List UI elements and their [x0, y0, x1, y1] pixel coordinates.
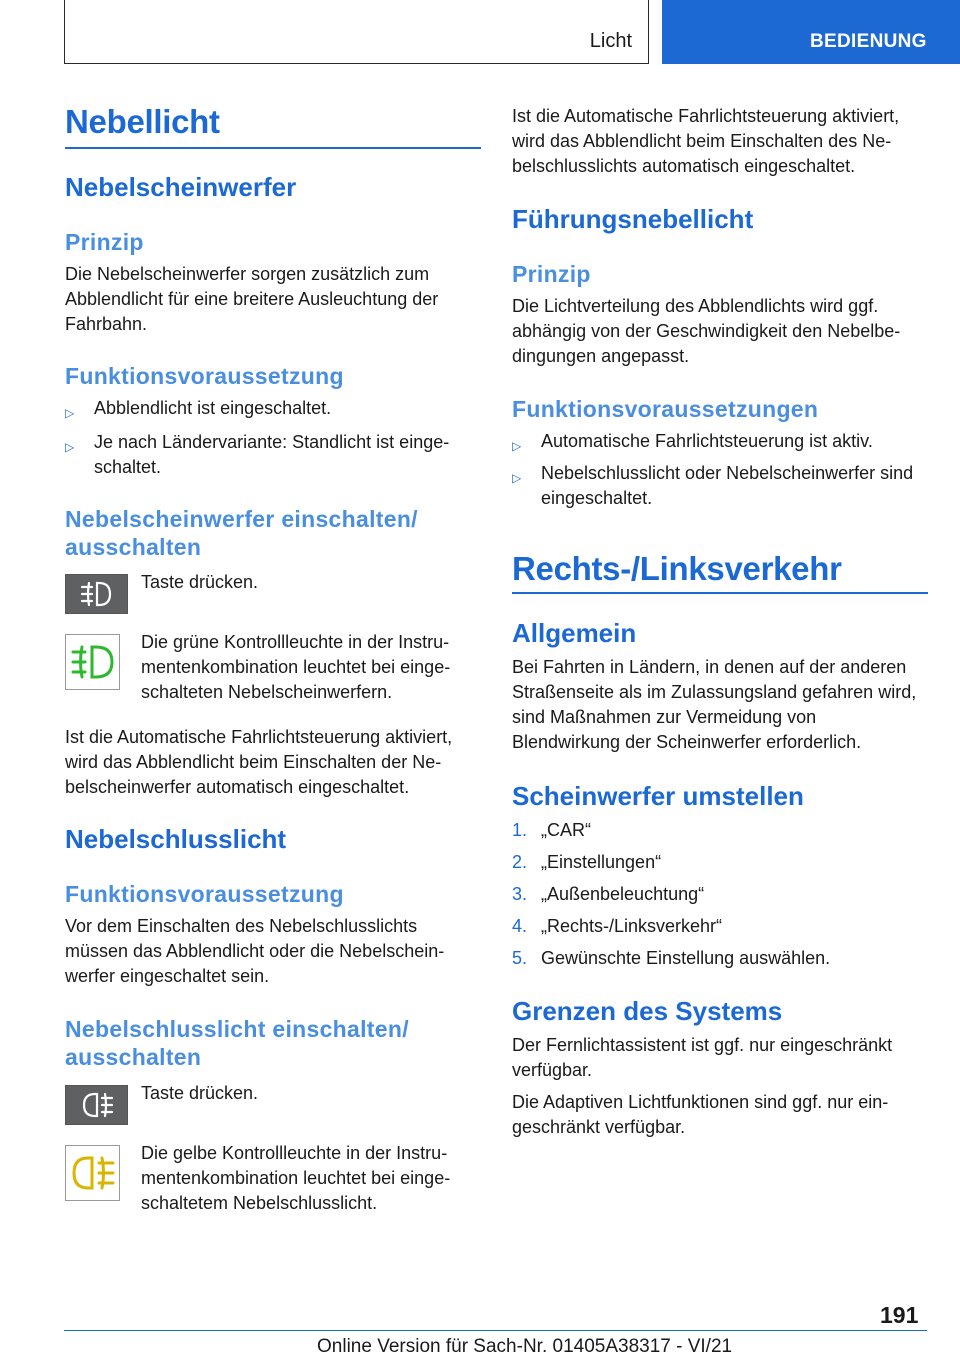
- principle-text: Die Nebelscheinwerfer sorgen zusätzlich zum Abblendlicht für eine breitere Ausleuchtung der Fahrbahn.: [65, 264, 439, 334]
- general-text: Bei Fahrten in Ländern, in denen auf der anderen Straßenseite als im Zulassungsland gefahren wird, sind Maßnahmen zur Vermeidung von Blendwirkung der Scheinwerfer erforderlich.: [512, 657, 917, 752]
- list-item: 3. „Außenbeleuchtung“: [512, 884, 705, 904]
- heading-rear-funktionsvoraussetzung: Funktionsvoraussetzung: [65, 881, 344, 907]
- footer-rule: [64, 1330, 927, 1331]
- triangle-bullet-icon: ▷: [512, 471, 522, 485]
- heading-funktionsvoraussetzung: Funktionsvoraussetzung: [65, 363, 344, 389]
- page-number: 191: [880, 1302, 919, 1328]
- list-item: 5. Gewünschte Einstellung auswählen.: [512, 948, 831, 968]
- title-rule: [512, 592, 928, 594]
- press-button-text: Taste drücken.: [141, 572, 259, 592]
- triangle-bullet-icon: ▷: [65, 440, 75, 454]
- list-item: ▷ Nebelschlusslicht oder Nebelscheinwerfer sind eingeschaltet.: [512, 463, 914, 508]
- rear-press-button-text: Taste drücken.: [141, 1083, 259, 1103]
- heading-funktionsvoraussetzungen: Funktionsvoraussetzungen: [512, 396, 819, 422]
- heading-prinzip: Prinzip: [65, 229, 144, 255]
- title-rule: [65, 147, 481, 149]
- guide-principle-text: Die Lichtverteilung des Abblendlichts wird ggf. abhängig von der Geschwindigkeit den Nebelbedingungen angepasst.: [512, 296, 901, 366]
- triangle-bullet-icon: ▷: [65, 406, 75, 420]
- heading-grenzen: Grenzen des Systems: [512, 996, 783, 1026]
- list-item: ▷ Abblendlicht ist eingeschaltet.: [65, 396, 481, 421]
- heading-switch-front-fog: Nebelscheinwerfer einschalten/ ausschalten: [65, 506, 418, 560]
- chapter-tab: [662, 0, 960, 64]
- heading-nebelschlusslicht: Nebelschlusslicht: [65, 824, 287, 854]
- list-item: ▷ Je nach Ländervariante: Standlicht ist eingeschaltet.: [65, 432, 450, 477]
- limits-text-2: Die Adaptiven Lichtfunktionen sind ggf. nur eingeschränkt verfügbar.: [512, 1092, 889, 1137]
- auto-rear-fog-text: Ist die Automatische Fahrlichtsteuerung aktiviert, wird das Abblendlicht beim Einschalten des Nebelschlusslichts automatisch eingeschaltet.: [512, 106, 900, 176]
- list-item: ▷ Automatische Fahrlichtsteuerung ist aktiv.: [512, 429, 928, 454]
- yellow-indicator-text: Die gelbe Kontrollleuchte in der Instrumentenkombination leuchtet bei eingeschaltetem Nebelschlusslicht.: [141, 1143, 451, 1213]
- heading-fuehrungsnebellicht: Führungsnebellicht: [512, 204, 754, 234]
- triangle-bullet-icon: ▷: [512, 439, 522, 453]
- rear-function-text: Vor dem Einschalten des Nebelschlusslichts müssen das Abblendlicht oder die Nebelscheinwerfer eingeschaltet sein.: [65, 916, 445, 986]
- heading-scheinwerfer-umstellen: Scheinwerfer umstellen: [512, 781, 804, 811]
- title-nebellicht: Nebellicht: [65, 103, 220, 140]
- heading-nebelscheinwerfer: Nebelscheinwerfer: [65, 172, 297, 202]
- footer-version: Online Version für Sach-Nr. 01405A38317 - VI/21: [317, 1336, 733, 1357]
- heading-allgemein: Allgemein: [512, 618, 637, 648]
- front-fog-indicator-icon: [65, 634, 120, 690]
- heading-switch-rear-fog: Nebelschlusslicht einschalten/ ausschalten: [65, 1016, 409, 1070]
- list-item: 4. „Rechts-/Linksverkehr“: [512, 916, 723, 936]
- auto-front-fog-text: Ist die Automatische Fahrlichtsteuerung aktiviert, wird das Abblendlicht beim Einschalten der Nebelscheinwerfer automatisch eingeschaltet.: [65, 727, 453, 797]
- front-fog-switch-icon: [65, 574, 128, 614]
- chapter-tab-label: BEDIENUNG: [810, 31, 927, 52]
- heading-prinzip-right: Prinzip: [512, 261, 591, 287]
- green-indicator-text: Die grüne Kontrollleuchte in der Instrumentenkombination leuchtet bei eingeschalteten Nebelscheinwerfern.: [141, 632, 451, 702]
- header-section-box: [64, 0, 649, 64]
- limits-text-1: Der Fernlichtassistent ist ggf. nur eingeschränkt verfügbar.: [512, 1035, 893, 1080]
- list-item: 1. „CAR“: [512, 820, 591, 840]
- rear-fog-switch-icon: [65, 1085, 128, 1125]
- list-item: 2. „Einstellungen“: [512, 852, 662, 872]
- section-title: Licht: [589, 30, 632, 52]
- title-rechts-linksverkehr: Rechts-/Linksverkehr: [512, 550, 842, 587]
- rear-fog-indicator-icon: [65, 1145, 120, 1201]
